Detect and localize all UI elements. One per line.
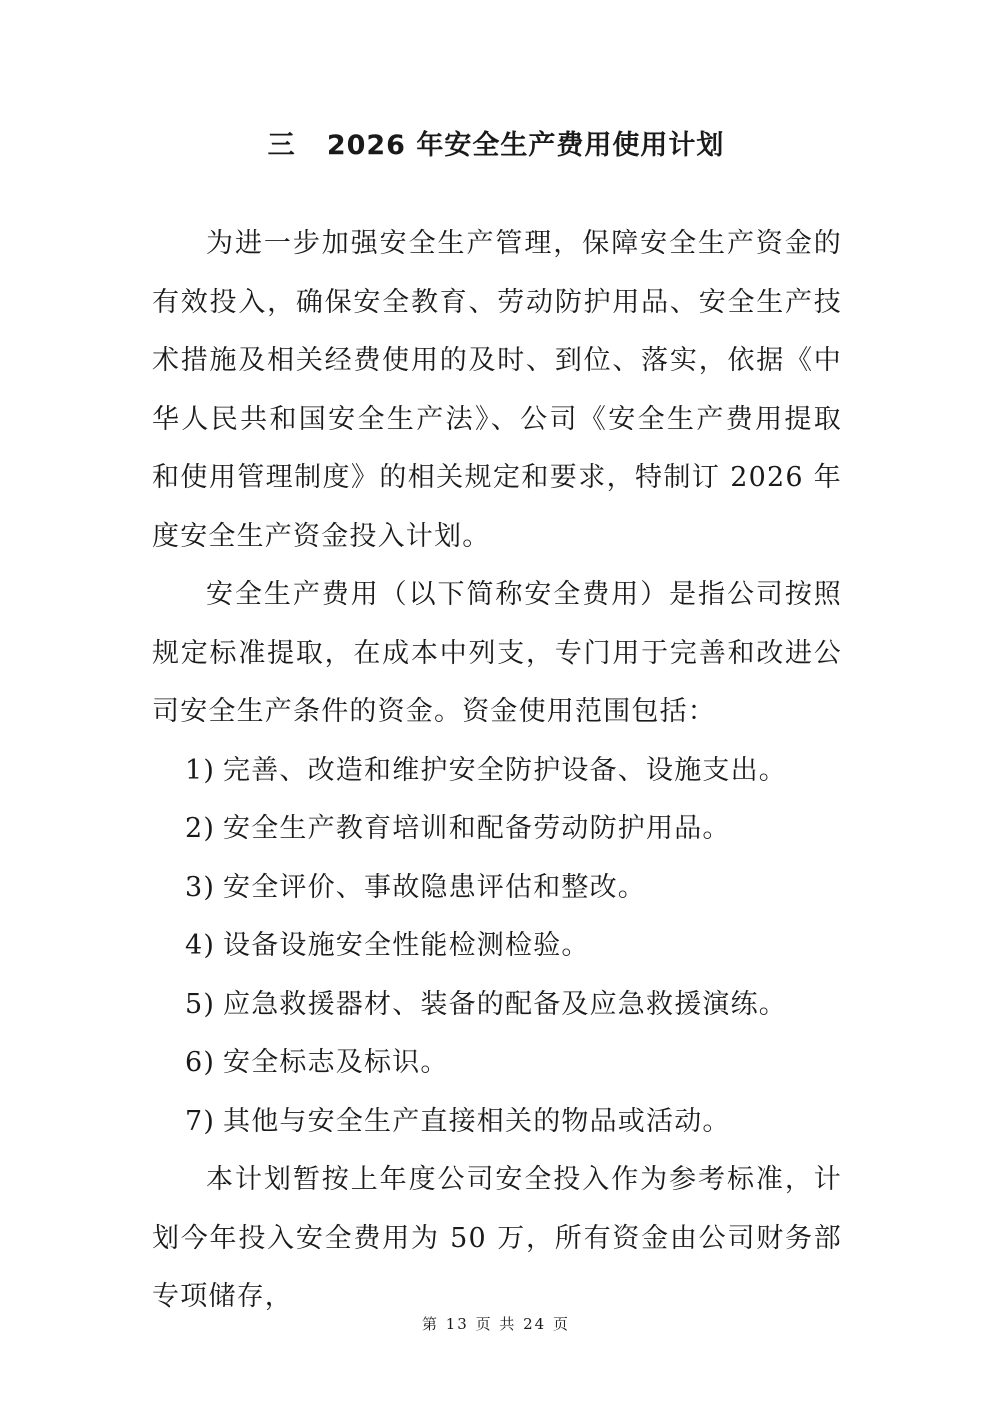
list-item	[152, 800, 842, 859]
list-item-text: 安全评价、事故隐患评估和整改。	[223, 871, 646, 903]
list-item-number: 6)	[185, 1047, 216, 1078]
definition-paragraph: 安全生产费用（以下简称安全费用）是指公司按照规定标准提取，在成本中列支，专门用于完善和改进公司安全生产条件的资金。资金使用范围包括：	[152, 579, 842, 727]
closing-paragraph: 本计划暂按上年度公司安全投入作为参考标准，计划今年投入安全费用为 50 万，所有资金由公司财务部专项储存，	[152, 1164, 842, 1312]
list-item-text: 设备设施安全性能检测检验。	[223, 930, 590, 961]
list-item	[152, 917, 842, 976]
document-body	[152, 215, 842, 1327]
list-item-number: 3)	[185, 871, 216, 903]
list-item	[152, 859, 842, 918]
list-item	[152, 1034, 842, 1093]
list-item-text: 完善、改造和维护安全防护设备、设施支出。	[223, 754, 787, 786]
intro-paragraph: 为进一步加强安全生产管理，保障安全生产资金的有效投入，确保安全教育、劳动防护用品、安全生产技术措施及相关经费使用的及时、到位、落实，依据《中华人民共和国安全生产法》、公司《安全生产费用提取和使用管理制度》的相关规定和要求，特制订 2026 年度安全生产资金投入计划。	[152, 228, 842, 552]
list-item-text: 安全标志及标识。	[223, 1047, 449, 1078]
list-item-number: 4)	[185, 930, 216, 961]
list-item-number: 2)	[185, 813, 216, 844]
list-item-number: 5)	[185, 988, 216, 1020]
list-item-number: 7)	[185, 1105, 216, 1137]
list-item-number: 1)	[185, 754, 216, 786]
section-title: 三 2026 年安全生产费用使用计划	[267, 130, 725, 161]
list-item	[152, 1093, 842, 1152]
list-item-text: 安全生产教育培训和配备劳动防护用品。	[223, 813, 731, 844]
scope-list	[152, 742, 842, 1152]
list-item	[152, 742, 842, 801]
list-item	[152, 976, 842, 1035]
list-item-text: 应急救援器材、装备的配备及应急救援演练。	[223, 988, 787, 1020]
page-footer: 第 13 页 共 24 页	[421, 1315, 570, 1333]
list-item-text: 其他与安全生产直接相关的物品或活动。	[223, 1105, 731, 1137]
